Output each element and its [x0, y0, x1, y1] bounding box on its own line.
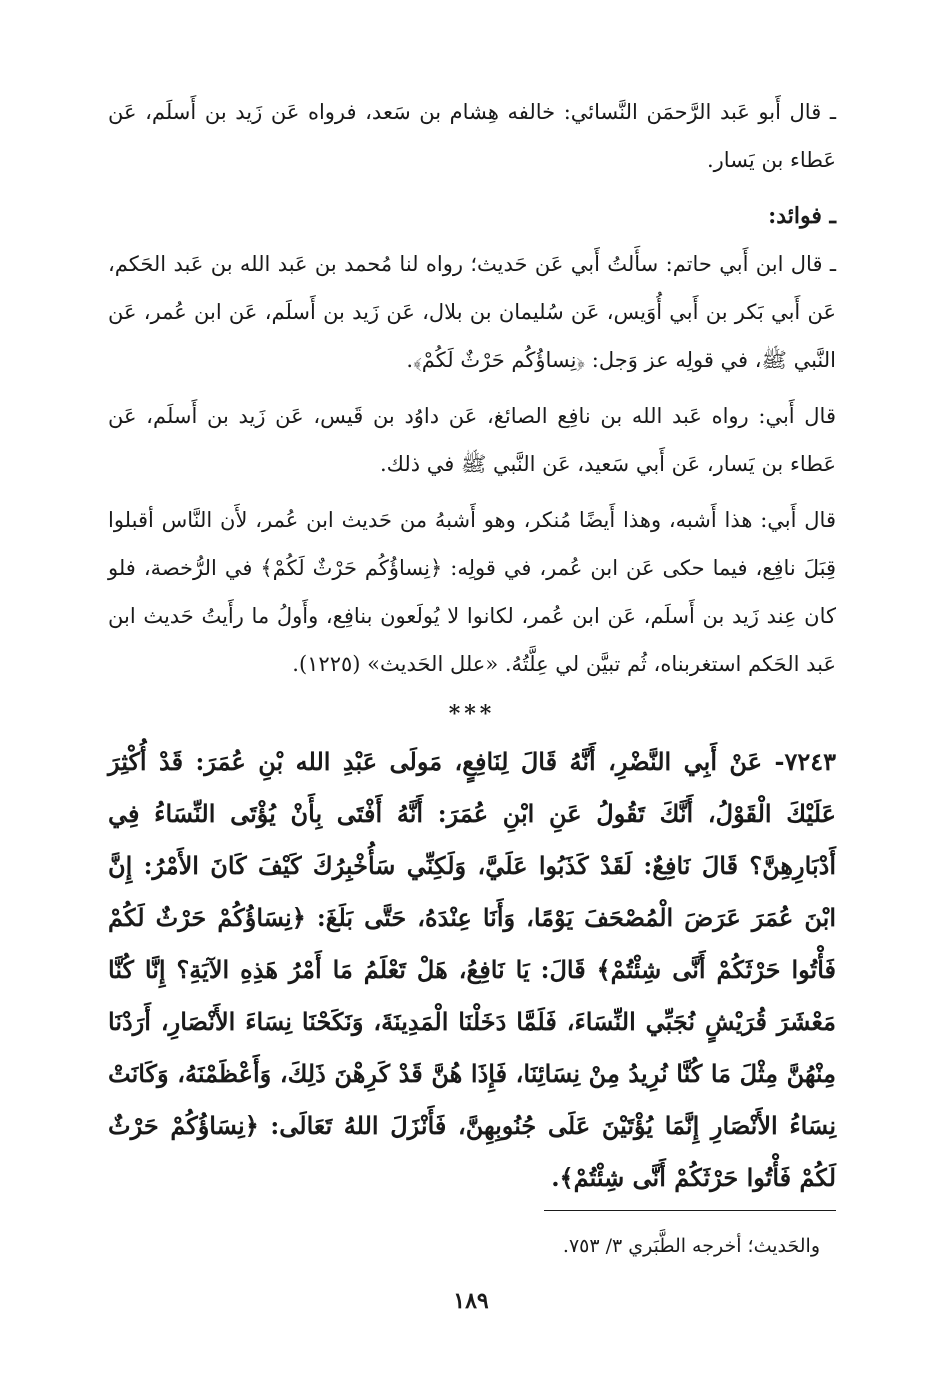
- fawaid-heading: ـ فوائد:: [768, 203, 836, 229]
- paragraph-abi-riwaya: قال أَبي: رواه عَبد الله بن نافِع الصائغ، عَن داوُد بن قَيس، عَن زَيد بن أَسلَم، عَن عَطاء بن يَسار، عَن أَبي سَعيد، عَن النَّبي ﷺ في ذلك.: [108, 404, 836, 476]
- footnote: والحَديث؛ أخرجه الطَّبَري ٣/ ٧٥٣.: [562, 1235, 820, 1257]
- page-number: ١٨٩: [453, 1288, 489, 1314]
- footnote-rule: [544, 1210, 836, 1211]
- hadith-7243: ٧٢٤٣- عَنْ أَبِي النَّضْرِ، أَنَّهُ قَالَ لِنَافِعٍ، مَولَى عَبْدِ الله بْنِ عُمَرَ: قَدْ أُكْثِرَ عَلَيْكَ الْقَوْلُ، أَنَّكَ تَقُولُ عَنِ ابْنِ عُمَرَ: أَنَّهُ أَفْتَى بِأَنْ يُؤْتَى النِّسَاءُ فِي أَدْبَارِهِنَّ؟ قَالَ نَافِعٌ: لَقَدْ كَذَبُوا عَلَيَّ، وَلَكِنِّي سَأُخْبِرُكَ كَيْفَ كَانَ الأَمْرُ: إِنَّ ابْنَ عُمَرَ عَرَضَ الْمُصْحَفَ يَوْمًا، وَأَنَا عِنْدَهُ، حَتَّى بَلَغَ: ﴿نِسَاؤُكُمْ حَرْثٌ لَكُمْ فَأْتُوا حَرْثَكُمْ أَنَّى شِئْتُمْ﴾ قَالَ: يَا نَافِعُ، هَلْ تَعْلَمُ مَا أَمْرُ هَذِهِ الآيَةِ؟ إِنَّا كُنَّا مَعْشَرَ قُرَيْشٍ نُجَبِّي النِّسَاءَ، فَلَمَّا دَخَلْنَا الْمَدِينَةَ، وَنَكَحْنَا نِسَاءَ الأَنْصَارِ، أَرَدْنَا مِنْهُنَّ مِثْلَ مَا كُنَّا نُرِيدُ مِنْ نِسَائِنَا، فَإِذَا هُنَّ قَدْ كَرِهْنَ ذَلِكَ، وَأَعْظَمْنَهُ، وَكَانَتْ نِسَاءُ الأَنْصَارِ إِنَّمَا يُؤْتَيْنَ عَلَى جُنُوبِهِنَّ، فَأَنْزَلَ اللهُ تَعَالَى: ﴿نِسَاؤُكُمْ حَرْثٌ لَكُمْ فَأْتُوا حَرْثَكُمْ أَنَّى شِئْتُمْ﴾.: [108, 747, 836, 1192]
- paragraph-ibn-abi-hatim: ـ قال ابن أَبي حاتم: سأَلتُ أَبي عَن حَديث؛ رواه لنا مُحمد بن عَبد الله بن عَبد الحَكم، عَن أَبي بَكر بن أَبي أُوَيس، عَن سُليمان بن بلال، عَن زَيد بن أَسلَم، عَن ابن عُمر، عَن النَّبي ﷺ، في قولِه عز وَجل: ﴿نِساؤُكُم حَرْثٌ لَكُمْ﴾.: [108, 252, 836, 372]
- main-text: [108, 88, 836, 1204]
- paragraph-nasai-note: ـ قال أَبو عَبد الرَّحمَن النَّسائي: خالفه هِشام بن سَعد، فرواه عَن زَيد بن أَسلَم، عَن عَطاء بن يَسار.: [108, 100, 836, 172]
- section-separator: ***: [448, 701, 496, 727]
- paragraph-abi-comment: قال أَبي: هذا أَشبه، وهذا أَيضًا مُنكر، وهو أَشبهُ من حَديث ابن عُمر، لأَن النَّاس أقبلوا قِبَلَ نافِع، فيما حكى عَن ابن عُمر، في قولِه: ﴿نِساؤُكُم حَرْثٌ لَكُمْ﴾ في الرُّخصة، فلو كان عِند زَيد بن أَسلَم، عَن ابن عُمر، لكانوا لا يُولَعون بنافِع، وأَولُ ما رأَيتُ حَديث ابن عَبد الحَكم استغربناه، ثُم تبيَّن لي عِلَّتُهُ. «علل الحَديث» (١٢٢٥).: [108, 508, 836, 676]
